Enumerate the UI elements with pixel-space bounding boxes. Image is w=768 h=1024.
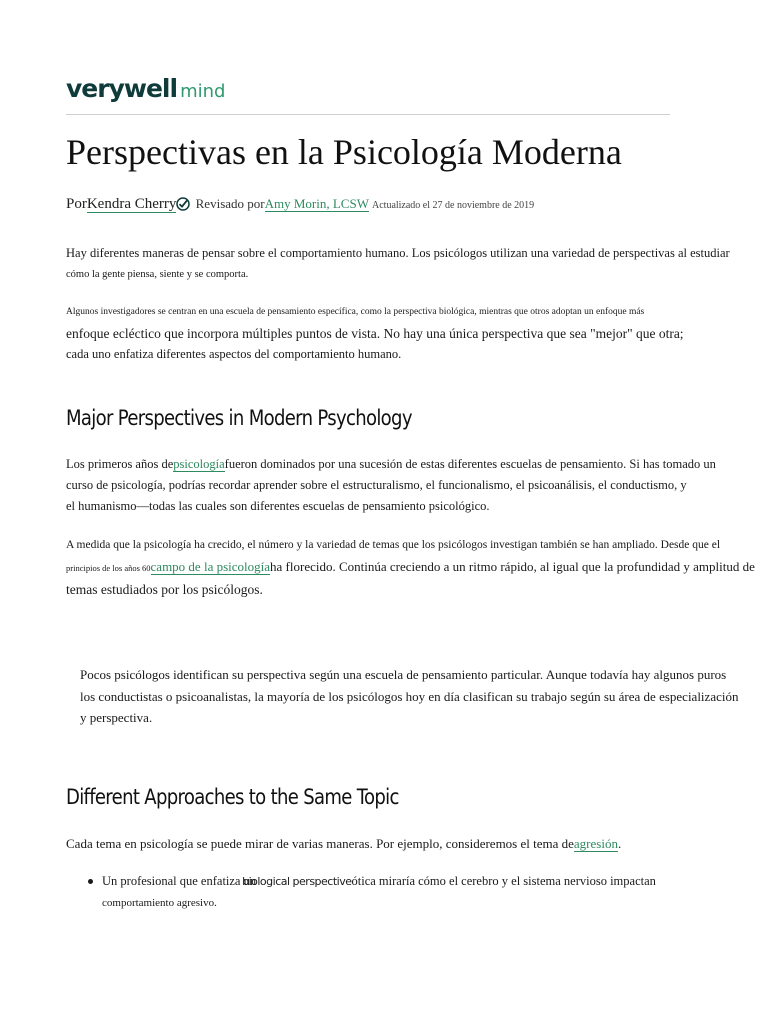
text-fragment: principios de los años 60 bbox=[66, 563, 151, 573]
section1-paragraph-1 bbox=[66, 454, 766, 517]
callout-box bbox=[80, 664, 768, 729]
section2-paragraph-1 bbox=[66, 833, 766, 854]
text-line: los conductistas o psicoanalistas, la mayoría de los psicólogos hoy en día clasifican su trabajo según su área de especialización bbox=[80, 688, 739, 704]
text-fragment: fueron dominados por una sucesión de estas diferentes escuelas de pensamiento. Si has tomado un bbox=[224, 457, 716, 471]
byline bbox=[66, 195, 534, 215]
psicologia-link[interactable]: psicología bbox=[173, 457, 225, 471]
text-fragment: Un profesional que enfatiza un bbox=[102, 874, 257, 888]
text-line: A medida que la psicología ha crecido, el número y la variedad de temas que los psicólogos investigan también se han ampliado. Desde que el bbox=[66, 539, 721, 551]
overlapping-text: biological perspective bbox=[242, 875, 352, 888]
logo-wordmark: verywell bbox=[66, 74, 178, 103]
text-line: enfoque ecléctico que incorpora múltiples puntos de vista. No hay una única perspectiva que sea "mejor" que otra; bbox=[66, 326, 684, 341]
text-fragment: Los primeros años de bbox=[66, 457, 174, 471]
section1-paragraph-2 bbox=[66, 535, 766, 600]
byline-by-prefix: Por bbox=[66, 196, 87, 212]
byline-reviewed-prefix: Revisado por bbox=[195, 196, 265, 211]
text-line: y perspectiva. bbox=[80, 710, 153, 725]
text-line bbox=[66, 833, 766, 854]
agresion-link[interactable]: agresión bbox=[573, 836, 618, 851]
updated-date: Actualizado el 27 de noviembre de 2019 bbox=[372, 200, 535, 211]
text-line bbox=[66, 454, 766, 475]
text-line: Hay diferentes maneras de pensar sobre el comportamiento humano. Los psicólogos utilizan una variedad de perspectivas al estudiar bbox=[66, 246, 730, 260]
text-fragment: Cada tema en psicología se puede mirar de varias maneras. Por ejemplo, consideremos el tema de bbox=[66, 836, 574, 851]
text-line: temas estudiados por los psicólogos. bbox=[66, 582, 263, 597]
text-line: cómo la gente piensa, siente y se comporta. bbox=[66, 269, 249, 280]
page-title: Perspectivas en la Psicología Moderna bbox=[66, 132, 622, 172]
text-line: Pocos psicólogos identifican su perspectiva según una escuela de pensamiento particular. Aunque todavía hay algunos puros bbox=[80, 667, 727, 682]
text-line: Algunos investigadores se centran en una escuela de pensamiento específica, como la perspectiva biológica, mientras que otros adoptan un enfoque más bbox=[66, 307, 645, 317]
intro-paragraph-1 bbox=[66, 243, 766, 285]
campo-psicologia-link[interactable]: campo de la psicología bbox=[150, 559, 271, 574]
verified-check-icon bbox=[176, 197, 190, 211]
text-fragment: ótica miraría cómo el cerebro y el sistema nervioso impactan bbox=[351, 874, 656, 888]
text-line: cada uno enfatiza diferentes aspectos del comportamiento humano. bbox=[66, 347, 402, 361]
text-fragment: comportamiento agresivo. bbox=[102, 897, 217, 909]
text-fragment: ha florecido. Continúa creciendo a un ritmo rápido, al igual que la profundidad y amplitud de bbox=[270, 559, 755, 574]
site-logo[interactable] bbox=[66, 74, 225, 103]
header-divider bbox=[66, 114, 670, 115]
text-line: el humanismo—todas las cuales son diferentes escuelas de pensamiento psicológico. bbox=[66, 499, 490, 513]
reviewer-link[interactable]: Amy Morin, LCSW bbox=[264, 196, 369, 211]
intro-paragraph-2 bbox=[66, 302, 766, 365]
author-link[interactable]: Kendra Cherry bbox=[86, 196, 177, 212]
section-heading-major-perspectives: Major Perspectives in Modern Psychology bbox=[66, 406, 412, 430]
logo-subtitle: mind bbox=[180, 81, 226, 102]
bullet-icon bbox=[88, 879, 93, 884]
approaches-list bbox=[84, 871, 656, 914]
section-heading-different-approaches: Different Approaches to the Same Topic bbox=[66, 785, 399, 809]
list-item bbox=[84, 871, 656, 914]
text-line: curso de psicología, podrías recordar aprender sobre el estructuralismo, el funcionalismo, el psicoanálisis, el conductismo, y bbox=[66, 478, 687, 492]
text-line bbox=[66, 556, 766, 579]
text-fragment: . bbox=[617, 836, 622, 851]
